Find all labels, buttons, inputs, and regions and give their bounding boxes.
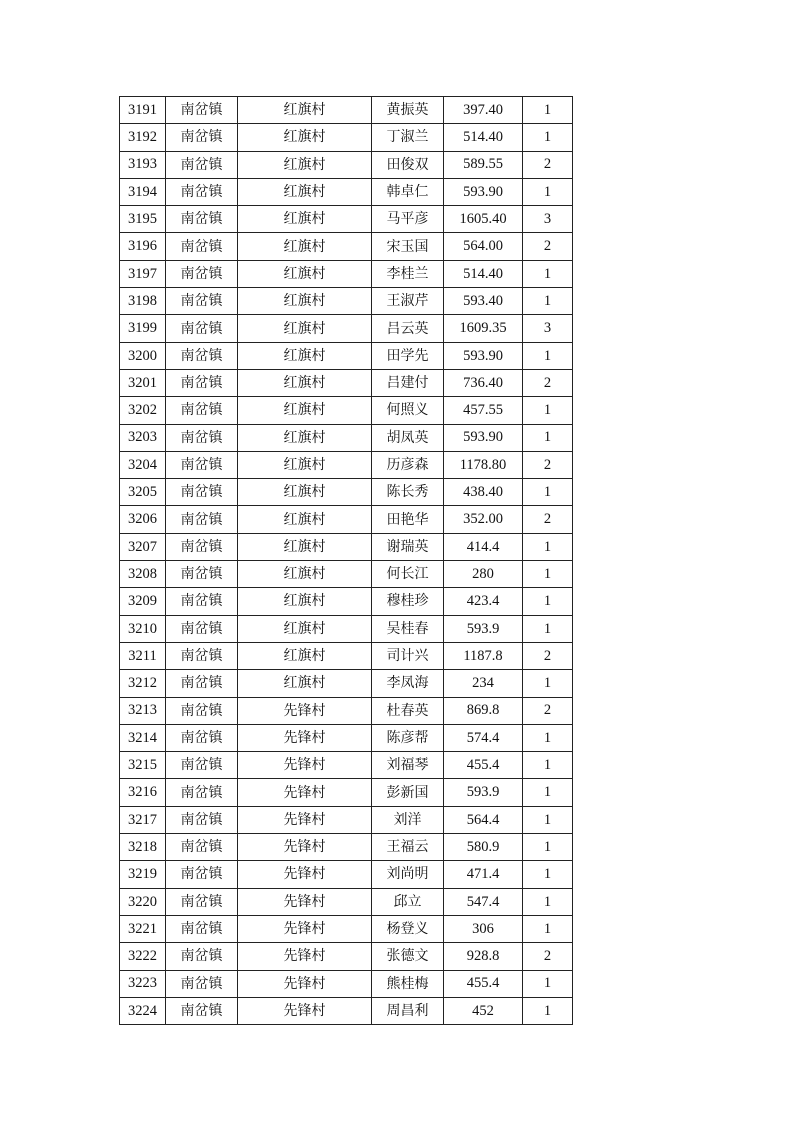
town-cell: 南岔镇 [166,506,238,533]
count-cell: 2 [523,233,573,260]
amount-cell: 547.4 [444,888,523,915]
name-cell: 杨登义 [372,915,444,942]
village-cell: 红旗村 [238,260,372,287]
village-cell: 红旗村 [238,670,372,697]
table-row [120,288,573,315]
town-cell: 南岔镇 [166,997,238,1024]
name-cell: 王淑芹 [372,288,444,315]
village-cell: 红旗村 [238,206,372,233]
village-cell: 先锋村 [238,724,372,751]
village-cell: 红旗村 [238,233,372,260]
village-cell: 红旗村 [238,288,372,315]
town-cell: 南岔镇 [166,342,238,369]
table-row [120,670,573,697]
table-row [120,779,573,806]
table-row [120,697,573,724]
record-table [119,96,573,1025]
amount-cell: 455.4 [444,970,523,997]
name-cell: 王福云 [372,834,444,861]
amount-cell: 514.40 [444,124,523,151]
amount-cell: 869.8 [444,697,523,724]
town-cell: 南岔镇 [166,206,238,233]
town-cell: 南岔镇 [166,397,238,424]
town-cell: 南岔镇 [166,288,238,315]
town-cell: 南岔镇 [166,424,238,451]
count-cell: 2 [523,642,573,669]
count-cell: 1 [523,670,573,697]
village-cell: 先锋村 [238,888,372,915]
row-number-cell: 3199 [120,315,166,342]
row-number-cell: 3204 [120,451,166,478]
town-cell: 南岔镇 [166,642,238,669]
row-number-cell: 3213 [120,697,166,724]
count-cell: 1 [523,397,573,424]
village-cell: 红旗村 [238,424,372,451]
amount-cell: 455.4 [444,752,523,779]
town-cell: 南岔镇 [166,533,238,560]
row-number-cell: 3223 [120,970,166,997]
amount-cell: 1605.40 [444,206,523,233]
table-row [120,861,573,888]
name-cell: 杜春英 [372,697,444,724]
row-number-cell: 3201 [120,369,166,396]
table-row [120,561,573,588]
village-cell: 红旗村 [238,151,372,178]
amount-cell: 593.90 [444,342,523,369]
village-cell: 先锋村 [238,779,372,806]
town-cell: 南岔镇 [166,779,238,806]
village-cell: 先锋村 [238,806,372,833]
name-cell: 陈长秀 [372,479,444,506]
village-cell: 红旗村 [238,178,372,205]
town-cell: 南岔镇 [166,943,238,970]
name-cell: 张德文 [372,943,444,970]
amount-cell: 593.9 [444,779,523,806]
amount-cell: 306 [444,915,523,942]
name-cell: 黄振英 [372,97,444,124]
row-number-cell: 3202 [120,397,166,424]
name-cell: 刘洋 [372,806,444,833]
amount-cell: 564.4 [444,806,523,833]
table-row [120,451,573,478]
count-cell: 1 [523,288,573,315]
amount-cell: 471.4 [444,861,523,888]
name-cell: 李凤海 [372,670,444,697]
amount-cell: 736.40 [444,369,523,396]
table-row [120,97,573,124]
row-number-cell: 3215 [120,752,166,779]
table-row [120,397,573,424]
table-row [120,260,573,287]
village-cell: 先锋村 [238,915,372,942]
table-row [120,642,573,669]
name-cell: 刘福琴 [372,752,444,779]
name-cell: 何长江 [372,561,444,588]
village-cell: 红旗村 [238,533,372,560]
name-cell: 胡凤英 [372,424,444,451]
village-cell: 先锋村 [238,861,372,888]
name-cell: 熊桂梅 [372,970,444,997]
count-cell: 1 [523,97,573,124]
count-cell: 1 [523,915,573,942]
table-row [120,997,573,1024]
town-cell: 南岔镇 [166,888,238,915]
table-row [120,124,573,151]
village-cell: 先锋村 [238,997,372,1024]
town-cell: 南岔镇 [166,834,238,861]
town-cell: 南岔镇 [166,97,238,124]
count-cell: 1 [523,124,573,151]
amount-cell: 564.00 [444,233,523,260]
table-row [120,834,573,861]
village-cell: 红旗村 [238,588,372,615]
name-cell: 周昌利 [372,997,444,1024]
count-cell: 2 [523,943,573,970]
name-cell: 宋玉国 [372,233,444,260]
table-row [120,533,573,560]
table-row [120,479,573,506]
town-cell: 南岔镇 [166,451,238,478]
row-number-cell: 3209 [120,588,166,615]
village-cell: 先锋村 [238,834,372,861]
village-cell: 红旗村 [238,479,372,506]
row-number-cell: 3221 [120,915,166,942]
count-cell: 1 [523,561,573,588]
count-cell: 1 [523,888,573,915]
name-cell: 穆桂珍 [372,588,444,615]
amount-cell: 423.4 [444,588,523,615]
name-cell: 吕建付 [372,369,444,396]
row-number-cell: 3197 [120,260,166,287]
count-cell: 1 [523,779,573,806]
row-number-cell: 3214 [120,724,166,751]
name-cell: 吕云英 [372,315,444,342]
table-row [120,151,573,178]
count-cell: 1 [523,533,573,560]
count-cell: 1 [523,997,573,1024]
village-cell: 红旗村 [238,315,372,342]
amount-cell: 593.9 [444,615,523,642]
town-cell: 南岔镇 [166,697,238,724]
amount-cell: 438.40 [444,479,523,506]
row-number-cell: 3208 [120,561,166,588]
town-cell: 南岔镇 [166,233,238,260]
count-cell: 1 [523,615,573,642]
count-cell: 1 [523,342,573,369]
row-number-cell: 3222 [120,943,166,970]
row-number-cell: 3224 [120,997,166,1024]
row-number-cell: 3216 [120,779,166,806]
count-cell: 1 [523,260,573,287]
count-cell: 1 [523,970,573,997]
amount-cell: 593.90 [444,178,523,205]
name-cell: 马平彦 [372,206,444,233]
town-cell: 南岔镇 [166,724,238,751]
count-cell: 1 [523,178,573,205]
town-cell: 南岔镇 [166,588,238,615]
row-number-cell: 3196 [120,233,166,260]
amount-cell: 1609.35 [444,315,523,342]
count-cell: 2 [523,369,573,396]
village-cell: 红旗村 [238,506,372,533]
village-cell: 先锋村 [238,943,372,970]
row-number-cell: 3194 [120,178,166,205]
row-number-cell: 3193 [120,151,166,178]
table-row [120,206,573,233]
count-cell: 1 [523,724,573,751]
table-row [120,970,573,997]
row-number-cell: 3207 [120,533,166,560]
town-cell: 南岔镇 [166,315,238,342]
row-number-cell: 3218 [120,834,166,861]
count-cell: 3 [523,206,573,233]
name-cell: 韩卓仁 [372,178,444,205]
village-cell: 红旗村 [238,561,372,588]
amount-cell: 414.4 [444,533,523,560]
table-row [120,369,573,396]
town-cell: 南岔镇 [166,861,238,888]
town-cell: 南岔镇 [166,670,238,697]
name-cell: 谢瑞英 [372,533,444,560]
name-cell: 彭新国 [372,779,444,806]
table-row [120,943,573,970]
count-cell: 2 [523,451,573,478]
amount-cell: 452 [444,997,523,1024]
town-cell: 南岔镇 [166,561,238,588]
row-number-cell: 3212 [120,670,166,697]
town-cell: 南岔镇 [166,260,238,287]
table-row [120,806,573,833]
table-row [120,342,573,369]
name-cell: 刘尚明 [372,861,444,888]
count-cell: 2 [523,151,573,178]
name-cell: 吴桂春 [372,615,444,642]
name-cell: 陈彦帮 [372,724,444,751]
town-cell: 南岔镇 [166,806,238,833]
name-cell: 历彦森 [372,451,444,478]
name-cell: 田学先 [372,342,444,369]
name-cell: 田艳华 [372,506,444,533]
row-number-cell: 3217 [120,806,166,833]
row-number-cell: 3191 [120,97,166,124]
village-cell: 红旗村 [238,124,372,151]
row-number-cell: 3205 [120,479,166,506]
village-cell: 红旗村 [238,615,372,642]
village-cell: 红旗村 [238,342,372,369]
amount-cell: 593.90 [444,424,523,451]
village-cell: 红旗村 [238,451,372,478]
name-cell: 丁淑兰 [372,124,444,151]
row-number-cell: 3198 [120,288,166,315]
table-row [120,506,573,533]
amount-cell: 397.40 [444,97,523,124]
amount-cell: 280 [444,561,523,588]
table-row [120,588,573,615]
town-cell: 南岔镇 [166,479,238,506]
town-cell: 南岔镇 [166,151,238,178]
village-cell: 红旗村 [238,369,372,396]
table-row [120,615,573,642]
amount-cell: 234 [444,670,523,697]
count-cell: 1 [523,806,573,833]
amount-cell: 928.8 [444,943,523,970]
row-number-cell: 3211 [120,642,166,669]
table-row [120,915,573,942]
table-row [120,424,573,451]
row-number-cell: 3203 [120,424,166,451]
row-number-cell: 3220 [120,888,166,915]
count-cell: 2 [523,697,573,724]
amount-cell: 589.55 [444,151,523,178]
amount-cell: 1178.80 [444,451,523,478]
town-cell: 南岔镇 [166,970,238,997]
amount-cell: 1187.8 [444,642,523,669]
count-cell: 1 [523,861,573,888]
amount-cell: 514.40 [444,260,523,287]
village-cell: 先锋村 [238,752,372,779]
town-cell: 南岔镇 [166,178,238,205]
name-cell: 邱立 [372,888,444,915]
count-cell: 1 [523,752,573,779]
name-cell: 田俊双 [372,151,444,178]
amount-cell: 574.4 [444,724,523,751]
table-row [120,752,573,779]
count-cell: 1 [523,588,573,615]
row-number-cell: 3195 [120,206,166,233]
amount-cell: 593.40 [444,288,523,315]
count-cell: 2 [523,506,573,533]
town-cell: 南岔镇 [166,615,238,642]
table-row [120,178,573,205]
town-cell: 南岔镇 [166,124,238,151]
count-cell: 1 [523,424,573,451]
name-cell: 何照义 [372,397,444,424]
count-cell: 1 [523,834,573,861]
name-cell: 李桂兰 [372,260,444,287]
village-cell: 红旗村 [238,397,372,424]
name-cell: 司计兴 [372,642,444,669]
row-number-cell: 3210 [120,615,166,642]
row-number-cell: 3192 [120,124,166,151]
record-table-body [120,97,573,1025]
village-cell: 先锋村 [238,697,372,724]
count-cell: 3 [523,315,573,342]
amount-cell: 352.00 [444,506,523,533]
town-cell: 南岔镇 [166,369,238,396]
town-cell: 南岔镇 [166,752,238,779]
table-row [120,888,573,915]
count-cell: 1 [523,479,573,506]
row-number-cell: 3219 [120,861,166,888]
village-cell: 先锋村 [238,970,372,997]
town-cell: 南岔镇 [166,915,238,942]
village-cell: 红旗村 [238,642,372,669]
table-row [120,233,573,260]
row-number-cell: 3200 [120,342,166,369]
table-row [120,315,573,342]
row-number-cell: 3206 [120,506,166,533]
amount-cell: 580.9 [444,834,523,861]
village-cell: 红旗村 [238,97,372,124]
table-row [120,724,573,751]
amount-cell: 457.55 [444,397,523,424]
